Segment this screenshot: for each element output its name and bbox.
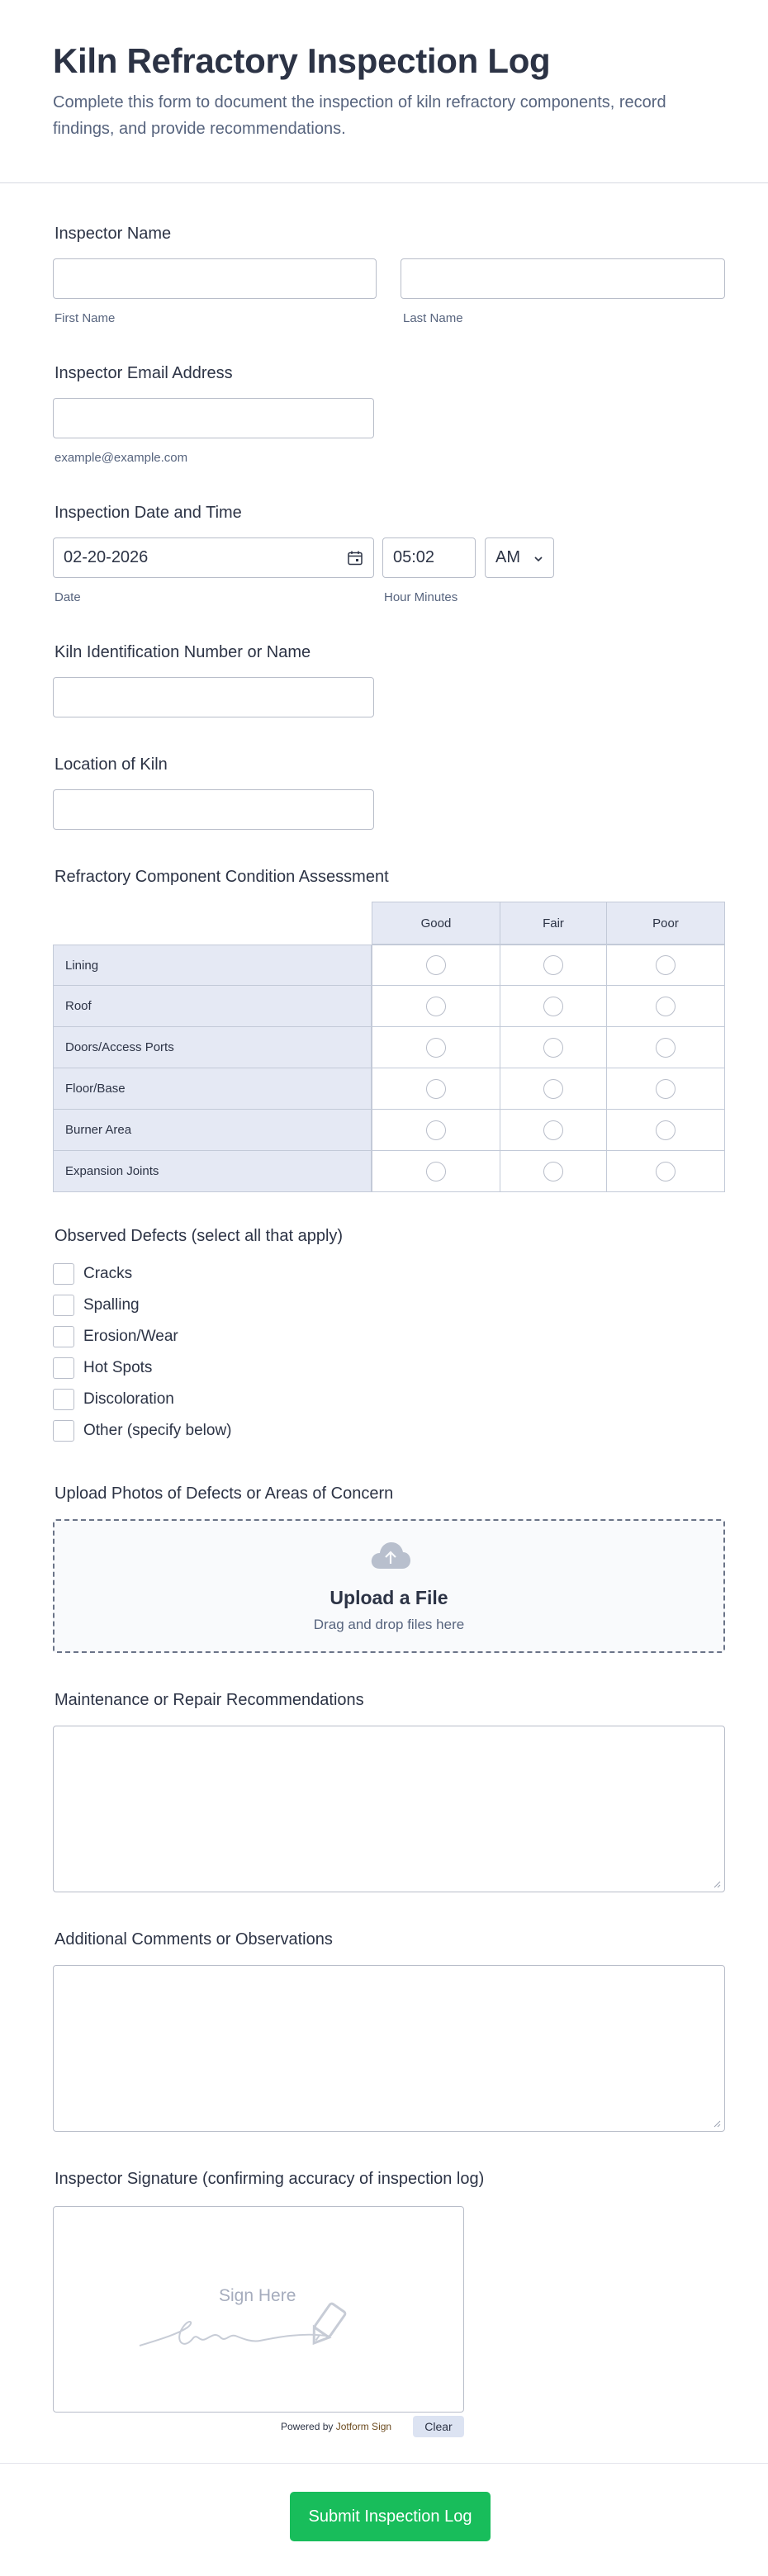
upload-title: Upload a File <box>329 1587 448 1608</box>
radio-burner-good[interactable] <box>426 1120 446 1140</box>
radio-floor-fair[interactable] <box>543 1079 563 1099</box>
matrix-row-roof: Roof <box>53 986 372 1027</box>
form-description: Complete this form to document the inspection of kiln refractory components, record findings, and provide recommendations. <box>53 93 666 138</box>
radio-lining-poor[interactable] <box>656 955 676 975</box>
last-name-input[interactable] <box>401 258 725 299</box>
matrix-cell <box>500 1151 607 1192</box>
radio-expansion-fair[interactable] <box>543 1162 563 1181</box>
matrix-row-burner: Burner Area <box>53 1110 372 1151</box>
matrix-cell <box>607 1110 725 1151</box>
defect-option[interactable] <box>53 1326 178 1347</box>
upload-label: Upload Photos of Defects or Areas of Concern <box>55 1485 394 1503</box>
matrix-cell <box>500 986 607 1027</box>
radio-doors-fair[interactable] <box>543 1038 563 1058</box>
clear-signature-button[interactable]: Clear <box>413 2416 464 2437</box>
radio-floor-poor[interactable] <box>656 1079 676 1099</box>
defect-option[interactable] <box>53 1295 140 1316</box>
inspector-name-label: Inspector Name <box>55 225 172 243</box>
checkbox[interactable] <box>53 1389 74 1410</box>
matrix-cell <box>372 1027 500 1068</box>
defect-option-label: Other (specify below) <box>83 1422 232 1439</box>
time-sublabel: Hour Minutes <box>384 590 458 604</box>
defect-option[interactable] <box>53 1357 152 1379</box>
radio-roof-poor[interactable] <box>656 997 676 1016</box>
kiln-location-input[interactable] <box>53 789 374 830</box>
file-upload-dropzone[interactable] <box>53 1519 725 1653</box>
defect-option-label: Discoloration <box>83 1390 174 1408</box>
time-input[interactable] <box>382 537 476 578</box>
radio-doors-good[interactable] <box>426 1038 446 1058</box>
matrix-cell <box>607 945 725 986</box>
powered-prefix: Powered by <box>281 2421 334 2432</box>
kiln-location-label: Location of Kiln <box>55 755 168 774</box>
matrix-row-floor: Floor/Base <box>53 1068 372 1110</box>
matrix-cell <box>607 1151 725 1192</box>
matrix-row-doors: Doors/Access Ports <box>53 1027 372 1068</box>
matrix-col-good: Good <box>372 902 500 945</box>
calendar-icon[interactable] <box>347 550 363 566</box>
defects-label: Observed Defects (select all that apply) <box>55 1227 344 1245</box>
matrix-cell <box>372 945 500 986</box>
first-name-input[interactable] <box>53 258 377 299</box>
matrix-row-expansion: Expansion Joints <box>53 1151 372 1192</box>
comments-textarea[interactable] <box>53 1965 725 2132</box>
checkbox[interactable] <box>53 1420 74 1442</box>
defect-option-label: Spalling <box>83 1296 140 1314</box>
date-input[interactable] <box>53 537 374 578</box>
recommendations-textarea[interactable] <box>53 1726 725 1892</box>
matrix-cell <box>500 1110 607 1151</box>
matrix-cell <box>372 986 500 1027</box>
defect-option[interactable] <box>53 1420 232 1442</box>
email-sublabel: example@example.com <box>55 451 188 465</box>
checkbox[interactable] <box>53 1326 74 1347</box>
radio-burner-poor[interactable] <box>656 1120 676 1140</box>
recommendations-label: Maintenance or Repair Recommendations <box>55 1691 364 1709</box>
radio-expansion-poor[interactable] <box>656 1162 676 1181</box>
comments-label: Additional Comments or Observations <box>55 1930 333 1949</box>
radio-roof-fair[interactable] <box>543 997 563 1016</box>
matrix-row-lining: Lining <box>53 945 372 986</box>
matrix-cell <box>372 1068 500 1110</box>
checkbox[interactable] <box>53 1263 74 1285</box>
checkbox[interactable] <box>53 1295 74 1316</box>
last-name-sublabel: Last Name <box>403 311 463 325</box>
matrix-cell <box>500 1027 607 1068</box>
chevron-down-icon <box>533 554 543 564</box>
radio-roof-good[interactable] <box>426 997 446 1016</box>
ampm-select[interactable] <box>485 537 554 578</box>
signature-pad[interactable] <box>53 2206 464 2413</box>
upload-subtitle: Drag and drop files here <box>313 1617 465 1632</box>
radio-lining-fair[interactable] <box>543 955 563 975</box>
matrix-col-fair: Fair <box>500 902 607 945</box>
powered-by <box>281 2421 391 2432</box>
time-value: 05:02 <box>393 548 435 566</box>
radio-doors-poor[interactable] <box>656 1038 676 1058</box>
signature-label: Inspector Signature (confirming accuracy of inspection log) <box>55 2170 485 2188</box>
resize-grip-icon[interactable] <box>713 1880 721 1888</box>
footer-divider <box>0 2463 768 2464</box>
radio-expansion-good[interactable] <box>426 1162 446 1181</box>
form-header <box>0 0 768 183</box>
matrix-cell <box>372 1151 500 1192</box>
defect-option-label: Hot Spots <box>83 1359 153 1376</box>
matrix-cell <box>500 1068 607 1110</box>
signature-placeholder: Sign Here <box>219 2286 296 2305</box>
defect-option-label: Erosion/Wear <box>83 1328 178 1345</box>
radio-lining-good[interactable] <box>426 955 446 975</box>
matrix-cell <box>500 945 607 986</box>
matrix-label: Refractory Component Condition Assessment <box>55 868 389 886</box>
email-input[interactable] <box>53 398 374 438</box>
radio-burner-fair[interactable] <box>543 1120 563 1140</box>
resize-grip-icon[interactable] <box>713 2119 721 2128</box>
date-sublabel: Date <box>55 590 81 604</box>
first-name-sublabel: First Name <box>55 311 116 325</box>
email-label: Inspector Email Address <box>55 364 233 382</box>
matrix-cell <box>607 986 725 1027</box>
submit-button[interactable]: Submit Inspection Log <box>290 2492 491 2541</box>
matrix-cell <box>607 1027 725 1068</box>
kiln-id-input[interactable] <box>53 677 374 717</box>
ampm-value: AM <box>495 548 520 566</box>
matrix-cell <box>607 1068 725 1110</box>
powered-brand[interactable]: Jotform Sign <box>335 2421 392 2432</box>
matrix-col-poor: Poor <box>606 902 725 945</box>
date-value: 02-20-2026 <box>64 548 149 566</box>
form-title: Kiln Refractory Inspection Log <box>53 41 551 80</box>
radio-floor-good[interactable] <box>426 1079 446 1099</box>
matrix-cell <box>372 1110 500 1151</box>
defect-option-label: Cracks <box>83 1265 133 1282</box>
kiln-id-label: Kiln Identification Number or Name <box>55 643 311 661</box>
inspection-datetime-label: Inspection Date and Time <box>55 504 242 522</box>
defect-option[interactable] <box>53 1263 132 1285</box>
checkbox[interactable] <box>53 1357 74 1379</box>
defect-option[interactable] <box>53 1389 174 1410</box>
cloud-upload-icon <box>370 1541 411 1570</box>
